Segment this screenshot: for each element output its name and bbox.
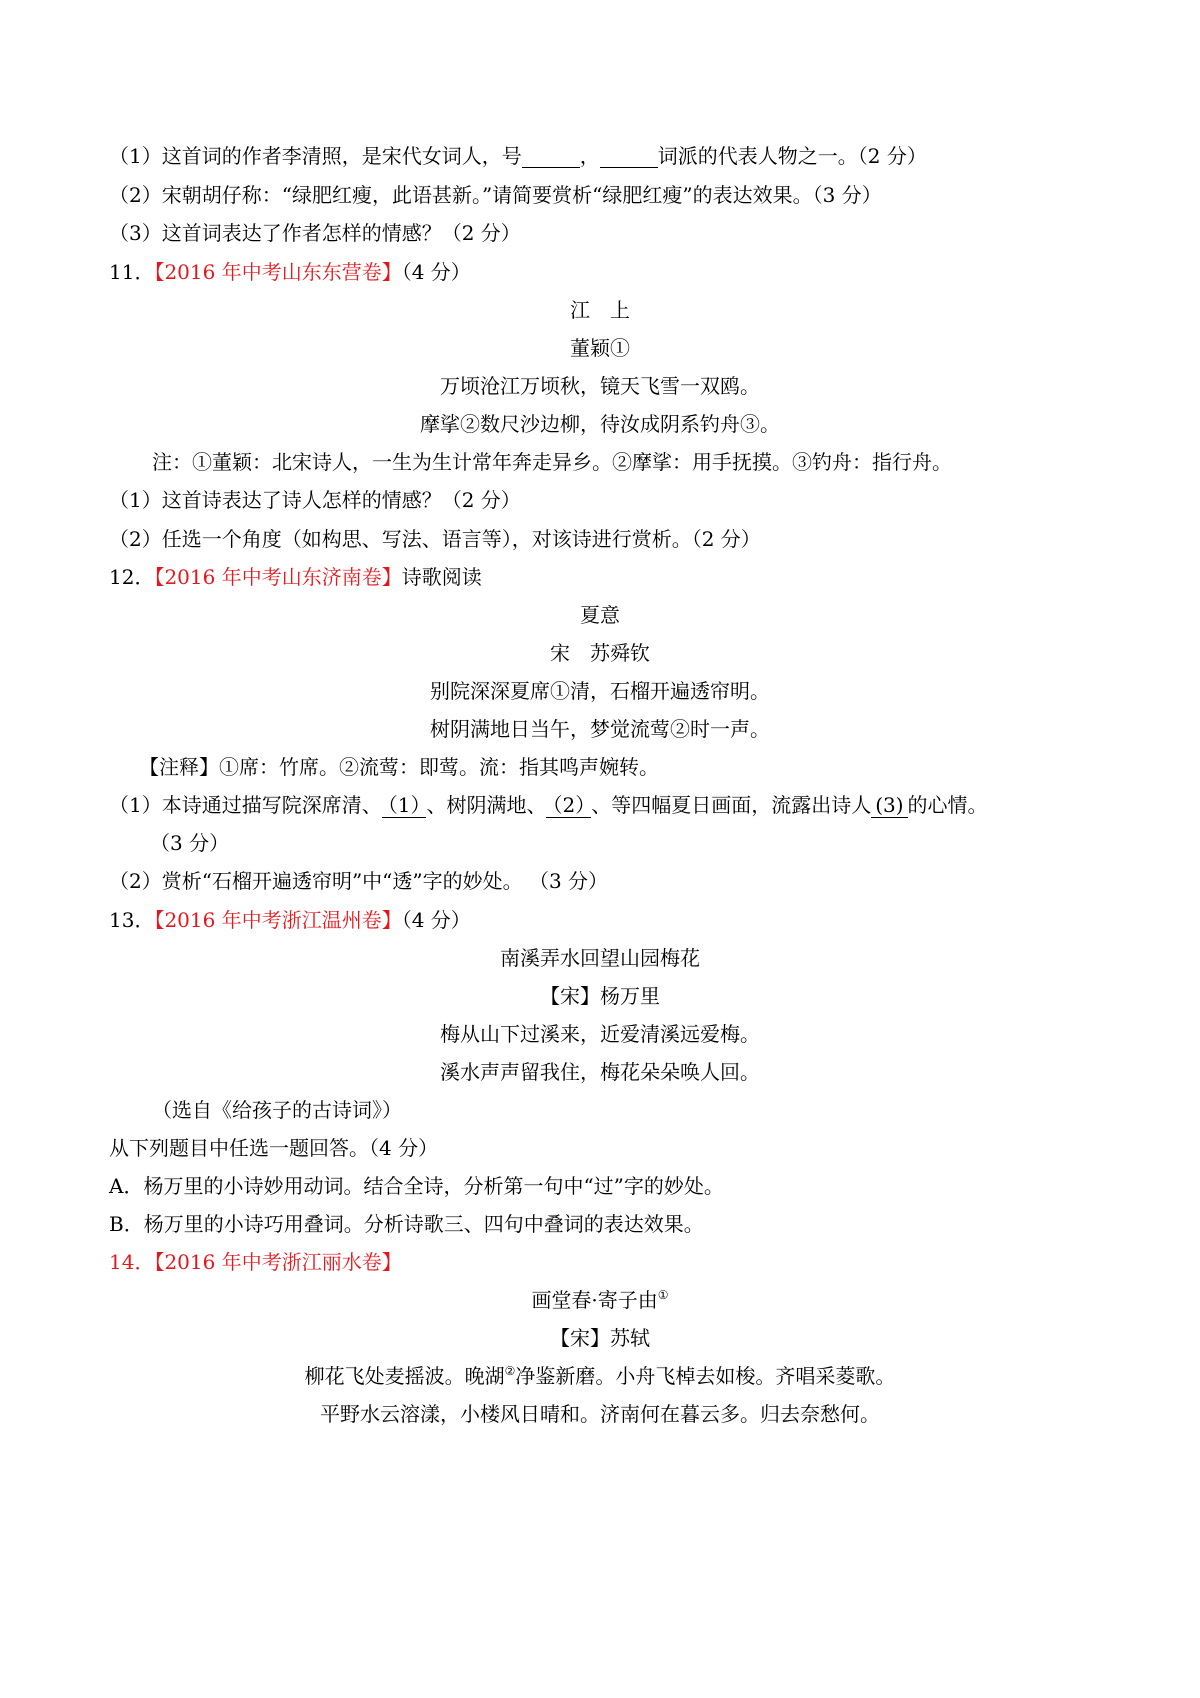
question-number: 13． bbox=[109, 908, 155, 932]
poem-author: 董颖① bbox=[570, 336, 630, 360]
answer-blank bbox=[600, 145, 658, 168]
q11-sub1: （1）这首诗表达了诗人怎样的情感？（2 分） bbox=[109, 488, 521, 512]
question-number: 11． bbox=[109, 260, 155, 284]
poem-title: 南溪弄水回望山园梅花 bbox=[500, 946, 700, 970]
q11-sub2: （2）任选一个角度（如构思、写法、语言等），对该诗进行赏析。（2 分） bbox=[109, 527, 761, 551]
exam-source: 【2016 年中考山东济南卷】 bbox=[154, 565, 402, 589]
q12-heading bbox=[109, 563, 482, 591]
poem-line: 树阴满地日当午，梦觉流莺②时一声。 bbox=[430, 717, 770, 741]
poem-title: 江 上 bbox=[570, 298, 630, 322]
exam-source: 【2016 年中考浙江温州卷】 bbox=[154, 908, 402, 932]
poem-author: 【宋】杨万里 bbox=[540, 984, 660, 1008]
footnote-marker: ① bbox=[657, 1288, 669, 1302]
q10-sub3: （3）这首词表达了作者怎样的情感？（2 分） bbox=[109, 221, 521, 245]
q10-sub2: （2）宋朝胡仔称：“绿肥红瘦，此语甚新。”请简要赏析“绿肥红瘦”的表达效果。（3 分） bbox=[109, 183, 882, 207]
question-points: （4 分） bbox=[401, 260, 471, 284]
poem-line: 梅从山下过溪来，近爱清溪远爱梅。 bbox=[440, 1022, 760, 1046]
q12-sub2: （2）赏析“石榴开遍透帘明”中“透”字的妙处。 （3 分） bbox=[109, 869, 609, 893]
footnote-marker: ② bbox=[504, 1364, 516, 1378]
q12-sub1: （1）本诗通过描写院深席清、 （1） 、树阴满地、 （2） 、等四幅夏日画面，流露出诗人 (3) 的心情。 bbox=[109, 793, 988, 817]
poem-line: 溪水声声留我住，梅花朵朵唤人回。 bbox=[440, 1060, 760, 1084]
exam-source: 【2016 年中考山东东营卷】 bbox=[154, 260, 402, 284]
poem-line: 万顷沧江万顷秋，镜天飞雪一双鸥。 bbox=[440, 374, 760, 398]
poem-line: 柳花飞处麦摇波。晚湖②净鉴新磨。小舟飞棹去如梭。齐唱采菱歌。 bbox=[304, 1364, 896, 1388]
q14-heading bbox=[109, 1248, 402, 1276]
q12-sub1-points: （3 分） bbox=[150, 831, 230, 855]
question-points: （4 分） bbox=[401, 908, 471, 932]
q13-option-a: A．杨万里的小诗妙用动词。结合全诗，分析第一句中“过”字的妙处。 bbox=[109, 1174, 724, 1198]
poem-author: 【宋】苏轼 bbox=[550, 1326, 650, 1350]
q13-heading bbox=[109, 906, 471, 934]
answer-blank: （1） bbox=[382, 793, 427, 818]
question-number: 14． bbox=[109, 1250, 155, 1274]
q10-sub1: （1）这首词的作者李清照，是宋代女词人，号 ， 词派的代表人物之一。（2 分） bbox=[109, 144, 927, 168]
answer-blank: (3) bbox=[871, 793, 907, 818]
question-label: 诗歌阅读 bbox=[401, 565, 482, 589]
poem-line: 平野水云溶漾，小楼风日晴和。济南何在暮云多。归去奈愁何。 bbox=[320, 1402, 880, 1426]
q11-heading bbox=[109, 258, 471, 286]
q13-instruction: 从下列题目中任选一题回答。（4 分） bbox=[109, 1136, 439, 1160]
poem-note: 注：①董颖：北宋诗人，一生为生计常年奔走异乡。②摩挲：用手抚摸。③钓舟：指行舟。 bbox=[152, 450, 952, 474]
answer-blank bbox=[522, 145, 580, 168]
q13-option-b: B．杨万里的小诗巧用叠词。分析诗歌三、四句中叠词的表达效果。 bbox=[109, 1212, 704, 1236]
question-number: 12． bbox=[109, 565, 155, 589]
poem-title: 画堂春·寄子由① bbox=[531, 1288, 669, 1312]
poem-line: 别院深深夏席①清，石榴开遍透帘明。 bbox=[430, 679, 770, 703]
poem-line: 摩挲②数尺沙边柳，待汝成阴系钓舟③。 bbox=[420, 412, 780, 436]
poem-source-note: （选自《给孩子的古诗词》） bbox=[152, 1098, 402, 1122]
answer-blank: （2） bbox=[546, 793, 591, 818]
poem-author: 宋 苏舜钦 bbox=[550, 641, 650, 665]
poem-note: 【注释】①席：竹席。②流莺：即莺。流：指其鸣声婉转。 bbox=[139, 755, 659, 779]
exam-source: 【2016 年中考浙江丽水卷】 bbox=[154, 1250, 402, 1274]
poem-title: 夏意 bbox=[580, 603, 620, 627]
